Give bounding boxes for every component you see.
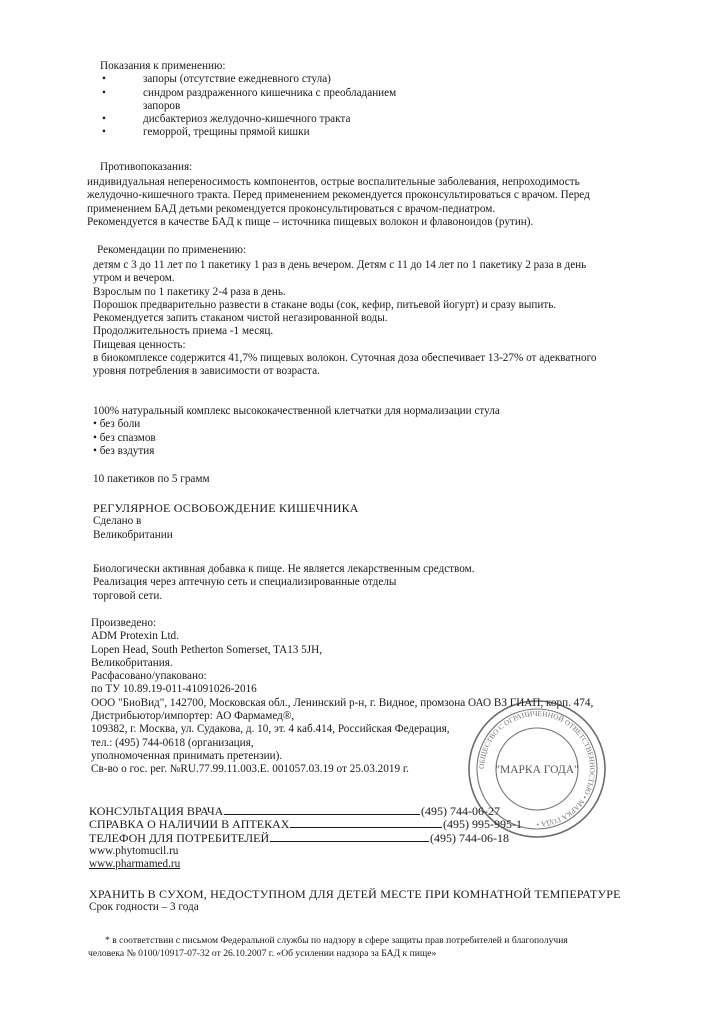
text-line: применением БАД детьми рекомендуется проконсультироваться с врачом-педиатром.: [87, 202, 496, 215]
text-line: торговой сети.: [93, 589, 163, 602]
contact-label: ТЕЛЕФОН ДЛЯ ПОТРЕБИТЕЛЕЙ: [89, 830, 270, 845]
complex-item: • без спазмов: [93, 431, 156, 444]
text-line: Великобритания.: [91, 656, 173, 669]
footnote: [88, 935, 568, 960]
website-link[interactable]: www.pharmamed.ru: [89, 858, 181, 871]
contact-phone: (495) 744-06-18: [430, 830, 509, 845]
contact-phone: (495) 995-995-1: [443, 817, 522, 832]
complex-item: • без боли: [93, 418, 141, 431]
indications-section: [100, 60, 396, 140]
product-section: [93, 502, 359, 542]
recommendations-title: Рекомендации по применению:: [97, 244, 247, 256]
stamp-ring-text: ОБЩЕСТВО С ОГРАНИЧЕННОЙ ОТВЕТСТВЕННОСТЬЮ • МАРКА ГОДА •: [476, 708, 598, 830]
text-line: индивидуальная непереносимость компонентов, острые воспалительные заболевания, непроходимость: [87, 176, 580, 188]
indication-item: • синдром раздраженного кишечника с преобладанием: [102, 86, 397, 99]
text-line: Lopen Head, South Petherton Somerset, TA13 5JH,: [91, 643, 323, 656]
indication-item: • дисбактериоз желудочно-кишечного тракта: [102, 113, 351, 126]
footnote-line: * в соответствии с письмом Федеральной службы по надзору в сфере защиты прав потребителей и благополучия: [105, 935, 568, 946]
dash-leader: [270, 841, 429, 842]
text-line: Св-во о гос. рег. №RU.77.99.11.003.E. 001057.03.19 от 25.03.2019 г.: [91, 763, 409, 776]
nutrition-title: Пищевая ценность:: [93, 338, 186, 351]
text-line: ООО "БиоВид", 142700, Московская обл., Ленинский р-н, г. Видное, промзона ОАО ВЗ ГИАП, корп. 474,: [91, 696, 594, 709]
complex-item: • без вздутия: [93, 444, 155, 457]
text-line: уполномоченная принимать претензии).: [91, 749, 283, 762]
contraindications-title: Противопоказания:: [100, 161, 193, 173]
contact-label: СПРАВКА О НАЛИЧИИ В АПТЕКАХ: [89, 817, 290, 832]
text-line: Дистрибьютор/импортер: АО Фармамед®,: [91, 710, 295, 723]
text-line: по ТУ 10.89.19-011-41091026-2016: [91, 683, 257, 696]
disclaimer-section: [93, 563, 475, 603]
text-line: Взрослым по 1 пакетику 2-4 раза в день.: [93, 285, 286, 298]
text-line: Расфасовано/упаковано:: [91, 670, 207, 683]
indication-item-continuation: запоров: [143, 99, 181, 112]
product-headline: РЕГУЛЯРНОЕ ОСВОБОЖДЕНИЕ КИШЕЧНИКА: [93, 501, 359, 515]
storage-headline: ХРАНИТЬ В СУХОМ, НЕДОСТУПНОМ ДЛЯ ДЕТЕЙ МЕСТЕ ПРИ КОМНАТНОЙ ТЕМПЕРАТУРЕ: [89, 887, 621, 901]
text-line: Произведено:: [91, 617, 157, 629]
indication-item: • геморрой, трещины прямой кишки: [102, 126, 310, 139]
recommendations-section: [97, 244, 246, 257]
text-line: уровня потребления в зависимости от возраста.: [93, 365, 320, 378]
text-line: утром и вечером.: [93, 272, 175, 285]
complex-title: 100% натуральный комплекс высококачественной клетчатки для нормализации стула: [93, 405, 500, 417]
text-line: Реализация через аптечную сеть и специализированные отделы: [93, 576, 397, 589]
website-link[interactable]: www.phytomucil.ru: [89, 844, 179, 857]
text-line: Биологически активная добавка к пище. Не является лекарственным средством.: [93, 563, 475, 575]
contact-row: [89, 818, 522, 831]
text-line: детям с 3 до 11 лет по 1 пакетику 1 раз в день вечером. Детям с 11 до 14 лет по 1 пакетику 2 раза в день: [93, 259, 587, 271]
contact-label: КОНСУЛЬТАЦИЯ ВРАЧА: [89, 804, 224, 818]
text-line: Продолжительность приема -1 месяц.: [93, 325, 274, 338]
package-info: 10 пакетиков по 5 грамм: [93, 473, 210, 485]
storage-section: [89, 888, 621, 915]
contraindications-text: [87, 176, 590, 229]
contact-phone: (495) 744-06-27: [421, 804, 500, 818]
text-line: тел.: (495) 744-0618 (организация,: [91, 736, 254, 749]
text-line: Рекомендуется в качестве БАД к пище – источника пищевых волокон и флавоноидов (рутин).: [87, 215, 534, 228]
made-in-country: Великобритании: [93, 528, 173, 541]
indications-title: Показания к применению:: [100, 60, 226, 72]
shelf-life: Срок годности – 3 года: [89, 901, 199, 914]
contact-row: [89, 805, 500, 818]
text-line: Порошок предварительно развести в стакане воды (сок, кефир, питьевой йогурт) и сразу выпить.: [93, 298, 557, 311]
text-line: 109382, г. Москва, ул. Судакова, д. 10, эт. 4 каб.414, Российская Федерация,: [91, 723, 450, 736]
complex-section: [93, 405, 500, 458]
dash-leader: [224, 814, 420, 815]
company-stamp: [466, 698, 608, 840]
recommendations-text: [93, 259, 596, 379]
contraindications-section: [100, 161, 192, 174]
contacts-section: [89, 804, 522, 871]
indication-item: • запоры (отсутствие ежедневного стула): [102, 73, 331, 86]
text-line: желудочно-кишечного тракта. Перед применением рекомендуется проконсультироваться с врачом. Перед: [87, 189, 590, 202]
text-line: Рекомендуется запить стаканом чистой негазированной воды.: [93, 312, 388, 325]
dash-leader: [290, 827, 442, 828]
footnote-line: человека № 0100/10917-07-32 от 26.10.2007 г. «Об усилении надзора за БАД к пище»: [88, 947, 437, 959]
stamp-center-text: "МАРКА ГОДА": [495, 764, 579, 776]
text-line: в биокомплексе содержится 41,7% пищевых волокон. Суточная доза обеспечивает 13-27% от адекватного: [93, 352, 597, 365]
contact-row: [89, 832, 509, 845]
made-in-line: Сделано в: [93, 515, 142, 528]
text-line: ADM Protexin Ltd.: [91, 630, 179, 643]
